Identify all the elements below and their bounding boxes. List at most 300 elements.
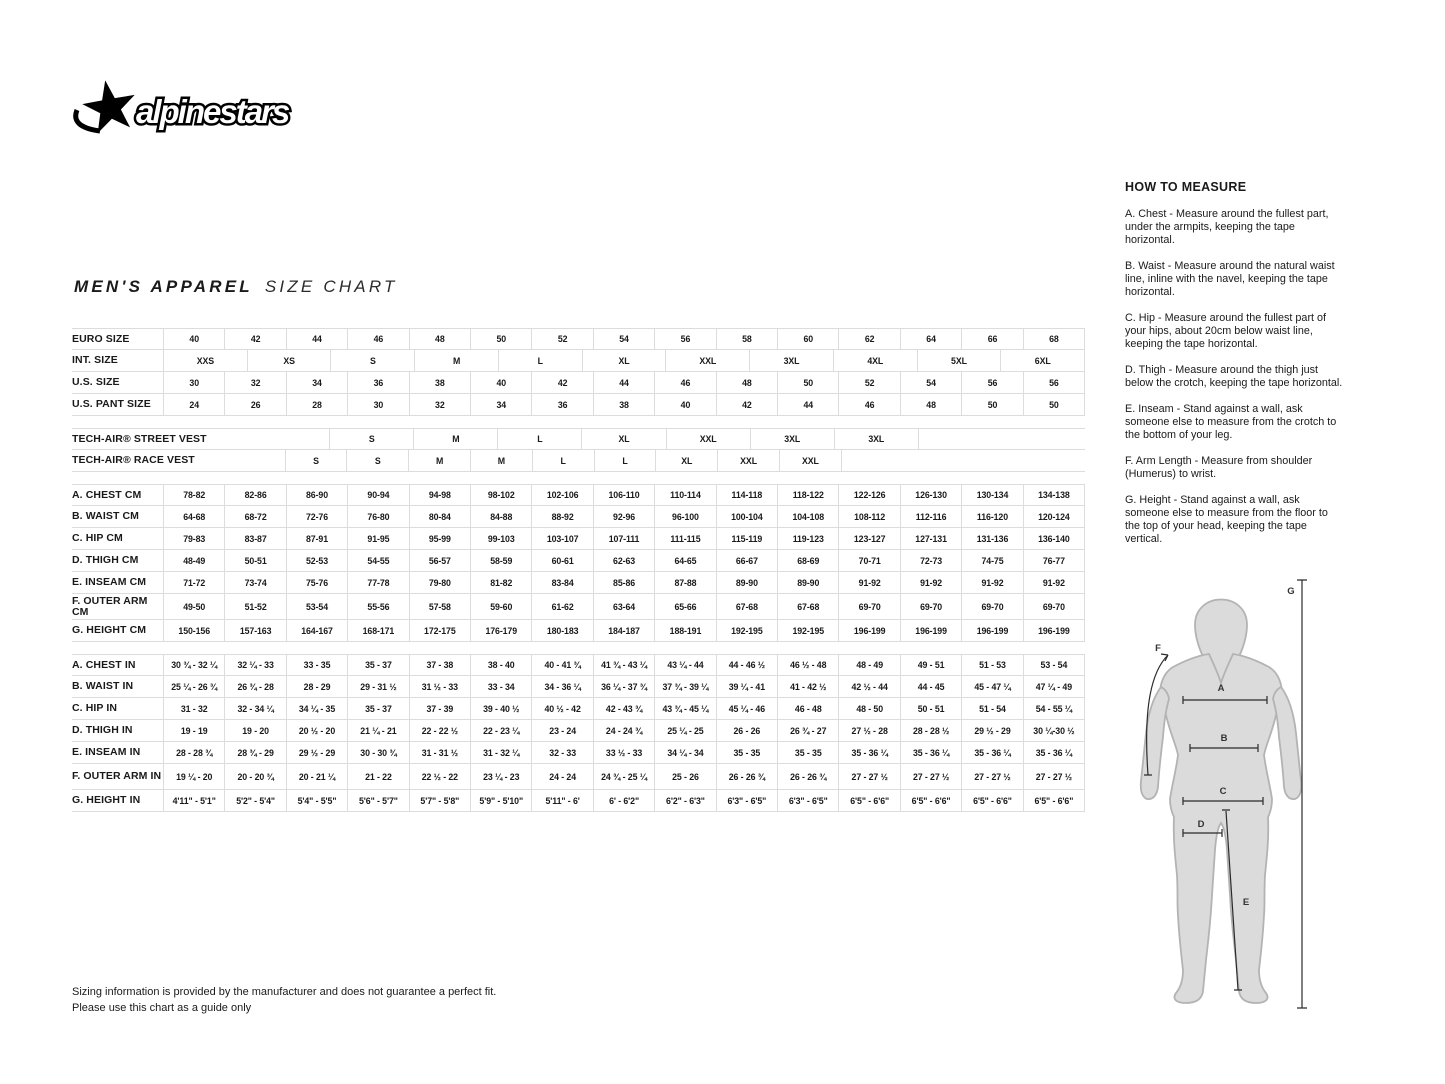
- size-cell: 22 - 22 ½: [409, 720, 470, 741]
- size-cell: S: [285, 450, 347, 471]
- row-label-chest-in: A. CHEST IN: [72, 658, 136, 671]
- table-row-thigh-cm: [72, 550, 1085, 572]
- row-cells: [163, 394, 1085, 415]
- size-cell: 68-72: [224, 506, 285, 527]
- measure-item: E. Inseam - Stand against a wall, ask someone else to measure from the crotch to the bottom of your leg.: [1125, 403, 1337, 441]
- size-cell: 46: [347, 329, 408, 349]
- table-row-outer-arm-in: [72, 764, 1085, 790]
- size-cell: 5'4" - 5'5": [286, 790, 347, 811]
- size-cell: M: [408, 450, 470, 471]
- size-cell: 38: [409, 372, 470, 393]
- size-cell: 39 ¼ - 41: [716, 676, 777, 697]
- size-cell: 42 ½ - 44: [838, 676, 899, 697]
- logo-text: alpinestars: [136, 93, 289, 130]
- size-cell: 35 - 36 ¼: [900, 742, 961, 763]
- alpinestars-star-swoosh: [76, 110, 100, 131]
- size-cell: 37 - 39: [409, 698, 470, 719]
- size-cell: 62-63: [593, 550, 654, 571]
- size-cell: 96-100: [654, 506, 715, 527]
- size-cell: XL: [582, 350, 666, 371]
- size-cell: 102-106: [531, 485, 592, 505]
- size-cell: 32: [409, 394, 470, 415]
- size-cell: 46: [654, 372, 715, 393]
- size-cell: 28: [286, 394, 347, 415]
- table-row-inseam-cm: [72, 572, 1085, 594]
- figure-label-inseam: E: [1242, 897, 1250, 908]
- size-cell: 29 ½ - 29: [961, 720, 1022, 741]
- size-cell: 39 - 40 ½: [470, 698, 531, 719]
- size-cell: 49 - 51: [900, 655, 961, 675]
- size-cell: 53 - 54: [1023, 655, 1085, 675]
- row-cells: [163, 350, 1085, 371]
- size-cell: 72-73: [900, 550, 961, 571]
- size-cell: 80-84: [409, 506, 470, 527]
- table-row-int-size: [72, 350, 1085, 372]
- figure-label-waist: B: [1220, 733, 1228, 744]
- row-cells: [163, 485, 1085, 505]
- size-cell: 58: [716, 329, 777, 349]
- size-cell: 110-114: [654, 485, 715, 505]
- row-label-us-pant-size: U.S. PANT SIZE: [72, 398, 151, 410]
- size-cell: 21 ¼ - 21: [347, 720, 408, 741]
- row-label-outer-arm-cm: F. OUTER ARM CM: [72, 594, 148, 618]
- footer-line-2: Please use this chart as a guide only: [72, 1002, 252, 1014]
- size-cell: 114-118: [716, 485, 777, 505]
- page-title-secondary: SIZE CHART: [264, 277, 398, 296]
- size-cell: 45 - 47 ¼: [961, 676, 1022, 697]
- size-cell: 35 - 37: [347, 698, 408, 719]
- size-cell: 116-120: [961, 506, 1022, 527]
- size-cell: [246, 429, 329, 449]
- size-cell: 34 ¼ - 35: [286, 698, 347, 719]
- size-cell: 42: [531, 372, 592, 393]
- row-cells: [163, 790, 1085, 811]
- size-cell: 48: [900, 394, 961, 415]
- size-cell: 85-86: [593, 572, 654, 593]
- measure-item: G. Height - Stand against a wall, ask someone else to measure from the floor to the top of your head, keeping the tape vertical.: [1125, 494, 1328, 545]
- table-row-tech-air-race-vest: [72, 450, 1085, 472]
- size-cell: 43 ¼ - 44: [654, 655, 715, 675]
- size-cell: 66: [961, 329, 1022, 349]
- size-cell: 44: [286, 329, 347, 349]
- row-label-tech-air-street-vest: TECH-AIR® STREET VEST: [72, 432, 207, 445]
- size-cell: 111-115: [654, 528, 715, 549]
- size-cell: 76-80: [347, 506, 408, 527]
- size-cell: 71-72: [163, 572, 224, 593]
- size-cell: 82-86: [224, 485, 285, 505]
- size-cell: 83-87: [224, 528, 285, 549]
- size-cell: 68: [1023, 329, 1085, 349]
- figure-left-arm: [1141, 687, 1169, 799]
- size-cell: 6'5" - 6'6": [838, 790, 899, 811]
- size-cell: 36 ¼ - 37 ¾: [593, 676, 654, 697]
- size-cell: 47 ¼ - 49: [1023, 676, 1085, 697]
- size-cell: 5'2" - 5'4": [224, 790, 285, 811]
- size-cell: 29 - 31 ½: [347, 676, 408, 697]
- size-cell: 196-199: [961, 620, 1022, 641]
- size-cell: 27 - 27 ½: [900, 764, 961, 789]
- size-cell: 5'11" - 6': [531, 790, 592, 811]
- size-cell: 130-134: [961, 485, 1022, 505]
- size-cell: 118-122: [777, 485, 838, 505]
- table-row-chest-in: [72, 654, 1085, 676]
- size-cell: 51-52: [224, 594, 285, 619]
- size-cell: 26 - 26 ¾: [777, 764, 838, 789]
- size-cell: 25 - 26: [654, 764, 715, 789]
- size-cell: 134-138: [1023, 485, 1085, 505]
- size-cell: 48: [409, 329, 470, 349]
- size-cell: 56: [654, 329, 715, 349]
- row-label-hip-cm: C. HIP CM: [72, 532, 123, 544]
- table-row-chest-cm: [72, 484, 1085, 506]
- size-cell: 49-50: [163, 594, 224, 619]
- size-cell: 46: [838, 394, 899, 415]
- size-cell: 54: [593, 329, 654, 349]
- size-cell: 196-199: [838, 620, 899, 641]
- size-cell: 3XL: [749, 350, 833, 371]
- size-cell: XXL: [665, 350, 749, 371]
- size-cell: 31 - 31 ½: [409, 742, 470, 763]
- size-cell: 27 - 27 ½: [838, 764, 899, 789]
- size-cell: 35 - 36 ¼: [961, 742, 1022, 763]
- size-cell: 43 ¾ - 45 ¼: [654, 698, 715, 719]
- size-cell: 48-49: [163, 550, 224, 571]
- size-cell: 123-127: [838, 528, 899, 549]
- size-cell: 106-110: [593, 485, 654, 505]
- measure-item: B. Waist - Measure around the natural waist line, inline with the navel, keeping the tape horizontal.: [1125, 260, 1335, 298]
- size-cell: 57-58: [409, 594, 470, 619]
- size-cell: 83-84: [531, 572, 592, 593]
- size-cell: 27 ½ - 28: [838, 720, 899, 741]
- row-cells: [163, 720, 1085, 741]
- size-cell: 6'2" - 6'3": [654, 790, 715, 811]
- size-cell: 79-80: [409, 572, 470, 593]
- size-cell: 150-156: [163, 620, 224, 641]
- figure-label-chest: A: [1217, 683, 1225, 694]
- size-cell: 35 - 35: [716, 742, 777, 763]
- row-label-waist-in: B. WAIST IN: [72, 680, 134, 692]
- size-cell: 42: [716, 394, 777, 415]
- size-cell: 20 ½ - 20: [286, 720, 347, 741]
- size-cell: 60: [777, 329, 838, 349]
- size-cell: 94-98: [409, 485, 470, 505]
- size-cell: 20 - 20 ¾: [224, 764, 285, 789]
- size-cell: L: [594, 450, 656, 471]
- size-cell: 52: [838, 372, 899, 393]
- row-cells: [163, 329, 1085, 349]
- size-cell: 19 - 19: [163, 720, 224, 741]
- size-cell: 56-57: [409, 550, 470, 571]
- size-cell: 5XL: [917, 350, 1001, 371]
- row-label-int-size: INT. SIZE: [72, 354, 118, 366]
- size-cell: 64-68: [163, 506, 224, 527]
- size-cell: 68-69: [777, 550, 838, 571]
- measure-items: [1125, 208, 1343, 546]
- size-cell: 87-88: [654, 572, 715, 593]
- size-cell: 3XL: [750, 429, 834, 449]
- table-row-thigh-in: [72, 720, 1085, 742]
- size-cell: M: [414, 350, 498, 371]
- size-cell: 136-140: [1023, 528, 1085, 549]
- size-cell: M: [413, 429, 497, 449]
- size-cell: 79-83: [163, 528, 224, 549]
- size-cell: 40 ½ - 42: [531, 698, 592, 719]
- size-table: [72, 328, 1085, 812]
- size-cell: 98-102: [470, 485, 531, 505]
- alpinestars-logo-graphic: [70, 78, 330, 142]
- size-cell: 33 - 34: [470, 676, 531, 697]
- size-cell: 115-119: [716, 528, 777, 549]
- size-cell: XXL: [779, 450, 842, 471]
- size-cell: 77-78: [347, 572, 408, 593]
- row-cells: [163, 620, 1085, 641]
- size-cell: 192-195: [777, 620, 838, 641]
- size-cell: 56: [961, 372, 1022, 393]
- size-cell: S: [329, 429, 413, 449]
- size-cell: XXL: [666, 429, 750, 449]
- size-cell: 40 - 41 ¾: [531, 655, 592, 675]
- measure-item: C. Hip - Measure around the fullest part of your hips, about 20cm below waist line, keeping the tape horizontal.: [1125, 312, 1327, 350]
- size-cell: 168-171: [347, 620, 408, 641]
- footer-disclaimer: [72, 984, 496, 1016]
- size-cell: 4'11" - 5'1": [163, 790, 224, 811]
- size-cell: 30 ¼-30 ½: [1023, 720, 1085, 741]
- table-row-euro-size: [72, 328, 1085, 350]
- size-cell: 23 ¼ - 23: [470, 764, 531, 789]
- size-cell: 31 - 32 ¼: [470, 742, 531, 763]
- size-cell: 27 - 27 ½: [1023, 764, 1085, 789]
- alpinestars-logo: [70, 78, 330, 147]
- size-cell: 6XL: [1000, 350, 1085, 371]
- size-cell: 5'6" - 5'7": [347, 790, 408, 811]
- table-row-hip-in: [72, 698, 1085, 720]
- footer-line-1: Sizing information is provided by the manufacturer and does not guarantee a perfect fit.: [72, 986, 497, 998]
- size-cell: 54: [900, 372, 961, 393]
- size-cell: 42 - 43 ¾: [593, 698, 654, 719]
- size-cell: 86-90: [286, 485, 347, 505]
- size-cell: 19 - 20: [224, 720, 285, 741]
- table-row-tech-air-street-vest: [72, 428, 1085, 450]
- size-cell: 64-65: [654, 550, 715, 571]
- page-title-primary: MEN'S APPAREL: [74, 277, 253, 296]
- size-cell: 35 - 37: [347, 655, 408, 675]
- size-cell: 58-59: [470, 550, 531, 571]
- row-cells: [163, 594, 1085, 619]
- size-cell: 26 - 26: [716, 720, 777, 741]
- size-cell: 48: [716, 372, 777, 393]
- size-cell: 25 ¼ - 25: [654, 720, 715, 741]
- size-cell: XXL: [717, 450, 779, 471]
- size-cell: 84-88: [470, 506, 531, 527]
- size-cell: 56: [1023, 372, 1085, 393]
- row-label-thigh-cm: D. THIGH CM: [72, 554, 139, 566]
- size-cell: 46 ½ - 48: [777, 655, 838, 675]
- size-cell: 74-75: [961, 550, 1022, 571]
- size-cell: 119-123: [777, 528, 838, 549]
- row-cells: [163, 655, 1085, 675]
- size-cell: 91-92: [900, 572, 961, 593]
- size-cell: 92-96: [593, 506, 654, 527]
- size-cell: L: [497, 429, 581, 449]
- size-cell: 19 ¼ - 20: [163, 764, 224, 789]
- size-cell: 31 - 32: [163, 698, 224, 719]
- size-cell: 48 - 49: [838, 655, 899, 675]
- size-cell: 24 - 24 ¾: [593, 720, 654, 741]
- table-row-us-pant-size: [72, 394, 1085, 416]
- size-cell: 28 - 29: [286, 676, 347, 697]
- size-cell: 32 - 34 ¼: [224, 698, 285, 719]
- size-cell: 55-56: [347, 594, 408, 619]
- size-cell: 188-191: [654, 620, 715, 641]
- size-cell: XXS: [163, 350, 247, 371]
- size-cell: 48 - 50: [838, 698, 899, 719]
- size-cell: 107-111: [593, 528, 654, 549]
- size-cell: 50: [470, 329, 531, 349]
- table-row-height-cm: [72, 620, 1085, 642]
- size-cell: 27 - 27 ½: [961, 764, 1022, 789]
- size-cell: [224, 450, 285, 471]
- size-cell: 6'5" - 6'6": [961, 790, 1022, 811]
- size-cell: 33 ½ - 33: [593, 742, 654, 763]
- row-cells: [163, 698, 1085, 719]
- table-row-waist-in: [72, 676, 1085, 698]
- size-cell: 196-199: [1023, 620, 1085, 641]
- size-cell: 36: [531, 394, 592, 415]
- size-cell: 176-179: [470, 620, 531, 641]
- size-cell: 36: [347, 372, 408, 393]
- size-cell: XS: [247, 350, 331, 371]
- size-cell: [1024, 450, 1085, 471]
- size-cell: 67-68: [716, 594, 777, 619]
- size-cell: 44 - 45: [900, 676, 961, 697]
- size-cell: 103-107: [531, 528, 592, 549]
- size-cell: 34: [470, 394, 531, 415]
- size-cell: 22 ½ - 22: [409, 764, 470, 789]
- row-label-height-cm: G. HEIGHT CM: [72, 624, 147, 636]
- size-cell: 30: [347, 394, 408, 415]
- size-cell: L: [498, 350, 582, 371]
- row-cells: [163, 506, 1085, 527]
- size-cell: L: [532, 450, 594, 471]
- size-cell: 33 - 35: [286, 655, 347, 675]
- body-measurement-figure: [1128, 575, 1318, 1020]
- size-cell: 3XL: [834, 429, 919, 449]
- size-cell: 6'3" - 6'5": [777, 790, 838, 811]
- size-cell: 4XL: [833, 350, 917, 371]
- size-cell: 54-55: [347, 550, 408, 571]
- row-label-chest-cm: A. CHEST CM: [72, 488, 142, 501]
- size-cell: 91-95: [347, 528, 408, 549]
- size-cell: 91-92: [838, 572, 899, 593]
- size-cell: 51 - 53: [961, 655, 1022, 675]
- size-cell: 37 ¾ - 39 ¼: [654, 676, 715, 697]
- body-figure-graphic: [1128, 575, 1318, 1015]
- size-cell: 32 ¼ - 33: [224, 655, 285, 675]
- size-cell: 99-103: [470, 528, 531, 549]
- size-cell: 26 - 26 ¾: [716, 764, 777, 789]
- size-cell: 44 - 46 ½: [716, 655, 777, 675]
- size-cell: 24 - 24: [531, 764, 592, 789]
- size-cell: S: [330, 350, 414, 371]
- size-cell: M: [470, 450, 532, 471]
- size-cell: 90-94: [347, 485, 408, 505]
- row-cells: [163, 572, 1085, 593]
- how-to-measure-title: HOW TO MEASURE: [1125, 180, 1247, 194]
- size-cell: XL: [655, 450, 717, 471]
- size-cell: 157-163: [224, 620, 285, 641]
- size-cell: 62: [838, 329, 899, 349]
- size-cell: 69-70: [900, 594, 961, 619]
- size-cell: 52: [531, 329, 592, 349]
- size-cell: 192-195: [716, 620, 777, 641]
- size-cell: 127-131: [900, 528, 961, 549]
- size-cell: 122-126: [838, 485, 899, 505]
- size-cell: 45 ¼ - 46: [716, 698, 777, 719]
- row-cells: [163, 450, 1085, 471]
- row-label-thigh-in: D. THIGH IN: [72, 724, 133, 736]
- row-label-height-in: G. HEIGHT IN: [72, 794, 141, 806]
- measure-item: A. Chest - Measure around the fullest part, under the armpits, keeping the tape horizontal.: [1125, 208, 1329, 246]
- size-cell: [903, 450, 964, 471]
- size-cell: 61-62: [531, 594, 592, 619]
- size-cell: 66-67: [716, 550, 777, 571]
- size-cell: 76-77: [1023, 550, 1085, 571]
- size-cell: 29 ½ - 29: [286, 742, 347, 763]
- size-cell: [963, 450, 1024, 471]
- size-cell: 50-51: [224, 550, 285, 571]
- size-cell: 87-91: [286, 528, 347, 549]
- size-cell: 52-53: [286, 550, 347, 571]
- row-label-euro-size: EURO SIZE: [72, 332, 130, 345]
- page-title: [74, 277, 398, 297]
- size-cell: 25 ¼ - 26 ¾: [163, 676, 224, 697]
- size-cell: 38: [593, 394, 654, 415]
- row-label-inseam-in: E. INSEAM IN: [72, 746, 141, 758]
- size-cell: 100-104: [716, 506, 777, 527]
- size-cell: 78-82: [163, 485, 224, 505]
- size-cell: [842, 450, 903, 471]
- size-cell: 75-76: [286, 572, 347, 593]
- size-cell: 30 - 30 ¾: [347, 742, 408, 763]
- size-cell: 70-71: [838, 550, 899, 571]
- size-cell: 40: [163, 329, 224, 349]
- size-cell: 112-116: [900, 506, 961, 527]
- size-cell: [1002, 429, 1085, 449]
- size-cell: 28 - 28 ½: [900, 720, 961, 741]
- size-cell: S: [346, 450, 408, 471]
- size-cell: 69-70: [838, 594, 899, 619]
- size-cell: 108-112: [838, 506, 899, 527]
- size-cell: 50: [961, 394, 1022, 415]
- size-cell: 44: [777, 394, 838, 415]
- size-cell: 34: [286, 372, 347, 393]
- size-cell: 6'5" - 6'6": [900, 790, 961, 811]
- size-cell: 50 - 51: [900, 698, 961, 719]
- size-cell: 69-70: [961, 594, 1022, 619]
- size-cell: 50: [1023, 394, 1085, 415]
- size-cell: 95-99: [409, 528, 470, 549]
- size-cell: 59-60: [470, 594, 531, 619]
- table-row-inseam-in: [72, 742, 1085, 764]
- size-cell: 81-82: [470, 572, 531, 593]
- size-cell: 91-92: [961, 572, 1022, 593]
- size-cell: 69-70: [1023, 594, 1085, 619]
- size-cell: 30 ¾ - 32 ¼: [163, 655, 224, 675]
- row-cells: [163, 676, 1085, 697]
- size-cell: 32: [224, 372, 285, 393]
- table-row-outer-arm-cm: [72, 594, 1085, 620]
- size-cell: 88-92: [531, 506, 592, 527]
